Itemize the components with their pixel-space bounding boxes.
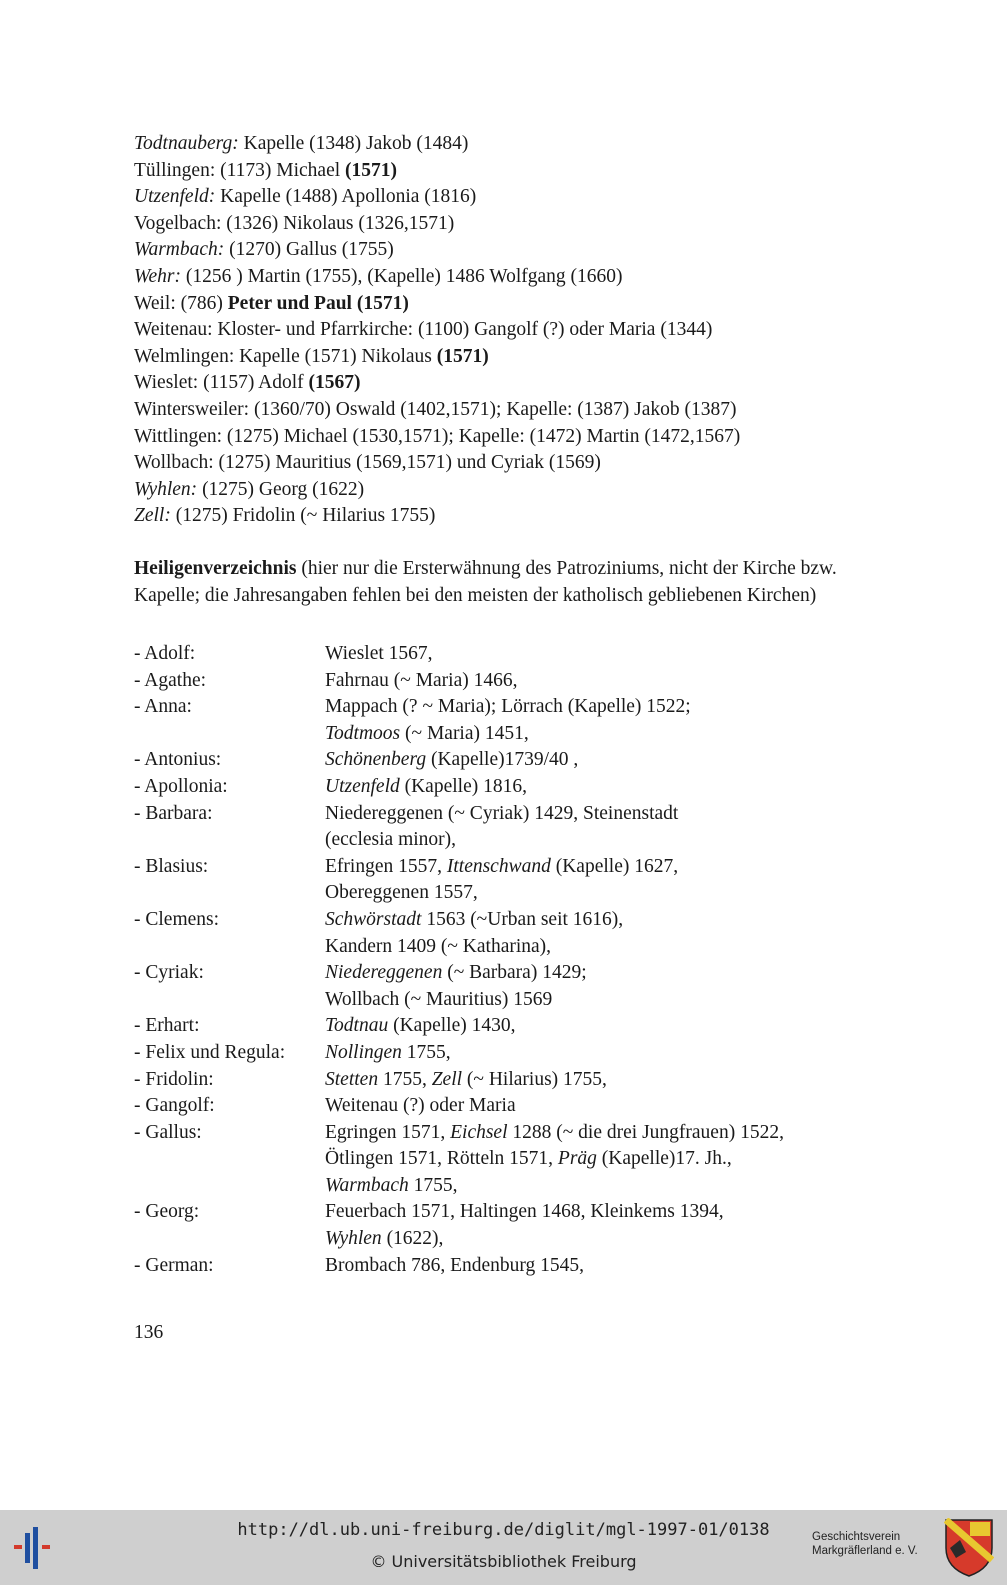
text-segment: Fahrnau (~ Maria) 1466, (325, 669, 518, 691)
text-segment: Vogelbach: (1326) Nikolaus (1326,1571) (134, 212, 455, 234)
saint-places-line (325, 721, 885, 748)
text-segment: (~ Hilarius) 1755, (462, 1068, 607, 1090)
church-entry (134, 503, 435, 530)
text-segment: Mappach (? ~ Maria); Lörrach (Kapelle) 1522; (325, 696, 691, 718)
text-segment: Zell: (134, 505, 171, 527)
society-name (812, 1530, 918, 1558)
church-entry (134, 344, 489, 371)
saint-places (325, 1040, 885, 1067)
church-entry (134, 264, 623, 291)
text-segment: Wittlingen: (1275) Michael (1530,1571); Kapelle: (1472) Martin (1472,1567) (134, 425, 741, 447)
saint-places-line (325, 1253, 885, 1280)
text-segment: Efringen 1557, (325, 855, 447, 877)
saint-places-line (325, 1173, 885, 1200)
saint-places (325, 1093, 885, 1120)
text-segment: (Kapelle) 1816, (399, 775, 527, 797)
text-segment: (Kapelle)1739/40 , (426, 749, 579, 771)
text-segment: Ittenschwand (446, 855, 551, 877)
saint-name: - Antonius: (134, 749, 222, 771)
section-heading: Heiligenverzeichnis (134, 558, 297, 579)
text-segment: Kandern 1409 (~ Katharina), (325, 935, 552, 957)
saint-places-line (325, 801, 885, 828)
text-segment: (1270) Gallus (1755) (224, 239, 394, 261)
saint-name: - Apollonia: (134, 775, 228, 797)
saint-places-line (325, 1067, 885, 1094)
text-segment: Todtnau (325, 1015, 389, 1037)
text-segment: (1571) (436, 345, 489, 367)
saint-places-line (325, 774, 885, 801)
register-entry (134, 960, 885, 1013)
church-entry (134, 317, 712, 344)
text-segment: (1275) Georg (1622) (197, 478, 365, 500)
text-segment: (Kapelle)17. Jh., (596, 1148, 732, 1170)
saint-places (325, 1067, 885, 1094)
text-segment: Warmbach (325, 1174, 409, 1196)
text-segment: Kapelle (1488) Apollonia (1816) (215, 186, 477, 208)
register-entry (134, 907, 885, 960)
saint-places-line (325, 1093, 885, 1120)
register-entry (134, 1013, 885, 1040)
saint-places (325, 1013, 885, 1040)
text-segment: 1755, (408, 1174, 458, 1196)
text-segment: Wieslet 1567, (325, 643, 433, 664)
saint-places (325, 1253, 885, 1280)
saint-places (325, 747, 885, 774)
church-entry (134, 397, 737, 424)
text-segment: Wintersweiler: (1360/70) Oswald (1402,1571); Kapelle: (1387) Jakob (1387) (134, 399, 737, 420)
saint-places-line (325, 880, 885, 907)
saint-name: - Adolf: (134, 643, 196, 664)
text-segment: Todtmoos (325, 722, 401, 744)
church-entry (134, 211, 454, 238)
text-segment: Feuerbach 1571, Haltingen 1468, Kleinkems 1394, (325, 1201, 724, 1223)
register-entry (134, 1199, 885, 1252)
register-entry (134, 1253, 885, 1280)
heiligenverzeichnis-paragraph (134, 556, 874, 609)
saint-name: - Fridolin: (134, 1068, 214, 1090)
text-segment: Stetten (325, 1068, 379, 1090)
text-segment: Utzenfeld (325, 775, 400, 797)
register-entry (134, 854, 885, 907)
text-segment: (1571) (345, 159, 398, 181)
page-number: 136 (134, 1322, 164, 1343)
saint-name: - Barbara: (134, 802, 213, 824)
text-segment: Niedereggenen (~ Cyriak) 1429, Steinenstadt (325, 802, 679, 824)
text-segment: (Kapelle) 1430, (388, 1015, 516, 1037)
text-segment: (~ Barbara) 1429; (442, 962, 587, 984)
church-entry (134, 131, 468, 158)
text-segment: Schwörstadt (325, 908, 422, 930)
text-segment: Kapelle (1348) Jakob (1484) (238, 133, 469, 154)
text-segment: Wehr: (134, 266, 181, 287)
saint-places-line (325, 1013, 885, 1040)
saint-places (325, 1120, 885, 1200)
text-segment: Ötlingen 1571, Rötteln 1571, (325, 1148, 558, 1170)
text-segment: Weil: (786) (134, 292, 228, 314)
saint-places (325, 907, 885, 960)
register-entry (134, 1093, 885, 1120)
saints-register (134, 641, 885, 1279)
text-segment: Weitenau (?) oder Maria (325, 1095, 516, 1117)
coat-of-arms-icon (944, 1518, 994, 1578)
saint-places-line (325, 960, 885, 987)
register-entry (134, 801, 885, 854)
saint-name: - Clemens: (134, 908, 220, 930)
text-segment: Wieslet: (1157) Adolf (134, 372, 309, 394)
saint-places (325, 801, 885, 854)
text-segment: 1755, (401, 1041, 451, 1063)
text-segment: Schönenberg (325, 749, 427, 771)
register-entry (134, 694, 885, 747)
saint-places-line (325, 1199, 885, 1226)
text-segment: (Kapelle) 1627, (550, 855, 679, 877)
saint-places-line (325, 1226, 885, 1253)
source-url-link[interactable]: http://dl.ub.uni-freiburg.de/diglit/mgl-1997-01/0138 (237, 1520, 770, 1540)
text-segment: Egringen 1571, (325, 1121, 451, 1143)
saint-name: - Anna: (134, 696, 192, 718)
text-segment: (1256 ) Martin (1755), (Kapelle) 1486 Wolfgang (1660) (180, 266, 623, 287)
section-intro: (hier nur die Ersterwähnung des Patroziniums, nicht der Kirche bzw. Kapelle; die Jahresangaben fehlen bei den meisten der katholisch gebliebenen Kirchen) (134, 558, 837, 606)
saint-places (325, 668, 885, 695)
text-segment: (~ Maria) 1451, (400, 722, 529, 744)
register-entry (134, 1040, 885, 1067)
text-segment: Weitenau: Kloster- und Pfarrkirche: (1100) Gangolf (?) oder Maria (1344) (134, 319, 713, 341)
text-segment: (1567) (308, 372, 361, 394)
copyright-text: © Universitätsbibliothek Freiburg (370, 1552, 637, 1571)
text-segment: Zell (431, 1068, 463, 1090)
church-entry (134, 450, 601, 477)
text-segment: 1563 (~Urban seit 1616), (421, 908, 624, 930)
church-entry (134, 477, 364, 504)
text-segment: 1288 (~ die drei Jungfrauen) 1522, (507, 1121, 784, 1143)
saint-places (325, 694, 885, 747)
text-segment: Nollingen (325, 1041, 402, 1063)
saint-places-line (325, 1146, 885, 1173)
saint-name: - Felix und Regula: (134, 1041, 286, 1063)
saint-name: - Cyriak: (134, 962, 204, 984)
text-segment: Utzenfeld: (134, 186, 216, 208)
text-segment: (1275) Fridolin (~ Hilarius 1755) (170, 505, 436, 527)
text-segment: Eichsel (450, 1121, 508, 1143)
saint-name: - Blasius: (134, 855, 209, 877)
register-entry (134, 668, 885, 695)
saint-places (325, 854, 885, 907)
saint-places-line (325, 907, 885, 934)
saint-places-line (325, 1040, 885, 1067)
saint-places-line (325, 641, 885, 668)
text-segment: Wyhlen: (134, 478, 198, 500)
text-segment: Wyhlen (325, 1228, 382, 1250)
saint-name: - Gangolf: (134, 1095, 215, 1117)
text-segment: Niedereggenen (325, 962, 443, 984)
church-entry (134, 184, 476, 211)
register-entry (134, 1120, 885, 1200)
text-segment: Brombach 786, Endenburg 1545, (325, 1254, 585, 1276)
text-segment: Todtnauberg: (134, 133, 239, 154)
saint-places (325, 960, 885, 1013)
society-name-line2: Markgräflerland e. V. (812, 1545, 918, 1557)
church-entry (134, 291, 409, 318)
saint-places (325, 774, 885, 801)
register-entry (134, 774, 885, 801)
register-entry (134, 1067, 885, 1094)
saint-name: - Georg: (134, 1201, 200, 1223)
saint-places-line (325, 694, 885, 721)
footer-bar (0, 1510, 1007, 1585)
saint-places (325, 1199, 885, 1252)
saint-name: - Erhart: (134, 1015, 200, 1037)
text-segment: Warmbach: (134, 239, 225, 261)
saint-name: - German: (134, 1254, 214, 1276)
register-entry (134, 641, 885, 668)
text-segment: Wollbach (~ Mauritius) 1569 (325, 988, 553, 1010)
text-segment: Wollbach: (1275) Mauritius (1569,1571) und Cyriak (1569) (134, 452, 601, 474)
text-segment: Welmlingen: Kapelle (1571) Nikolaus (134, 345, 437, 367)
church-entry (134, 237, 394, 264)
saint-places-line (325, 747, 885, 774)
text-segment: Peter und Paul (1571) (227, 292, 409, 314)
saint-places-line (325, 668, 885, 695)
saint-places-line (325, 934, 885, 961)
text-segment: Präg (557, 1148, 597, 1170)
text-segment: (ecclesia minor), (325, 829, 457, 851)
church-entry (134, 158, 397, 185)
saint-name: - Agathe: (134, 669, 207, 691)
text-segment: Obereggenen 1557, (325, 882, 478, 904)
church-entry (134, 370, 361, 397)
saint-places-line (325, 987, 885, 1014)
text-segment: (1622), (381, 1228, 444, 1250)
text-segment: Tüllingen: (1173) Michael (134, 159, 346, 181)
saint-places-line (325, 1120, 885, 1147)
register-entry (134, 747, 885, 774)
church-entry (134, 424, 740, 451)
saint-places (325, 641, 885, 668)
saint-places-line (325, 827, 885, 854)
society-name-line1: Geschichtsverein (812, 1531, 901, 1543)
text-segment: 1755, (378, 1068, 432, 1090)
saint-name: - Gallus: (134, 1121, 202, 1143)
saint-places-line (325, 854, 885, 881)
